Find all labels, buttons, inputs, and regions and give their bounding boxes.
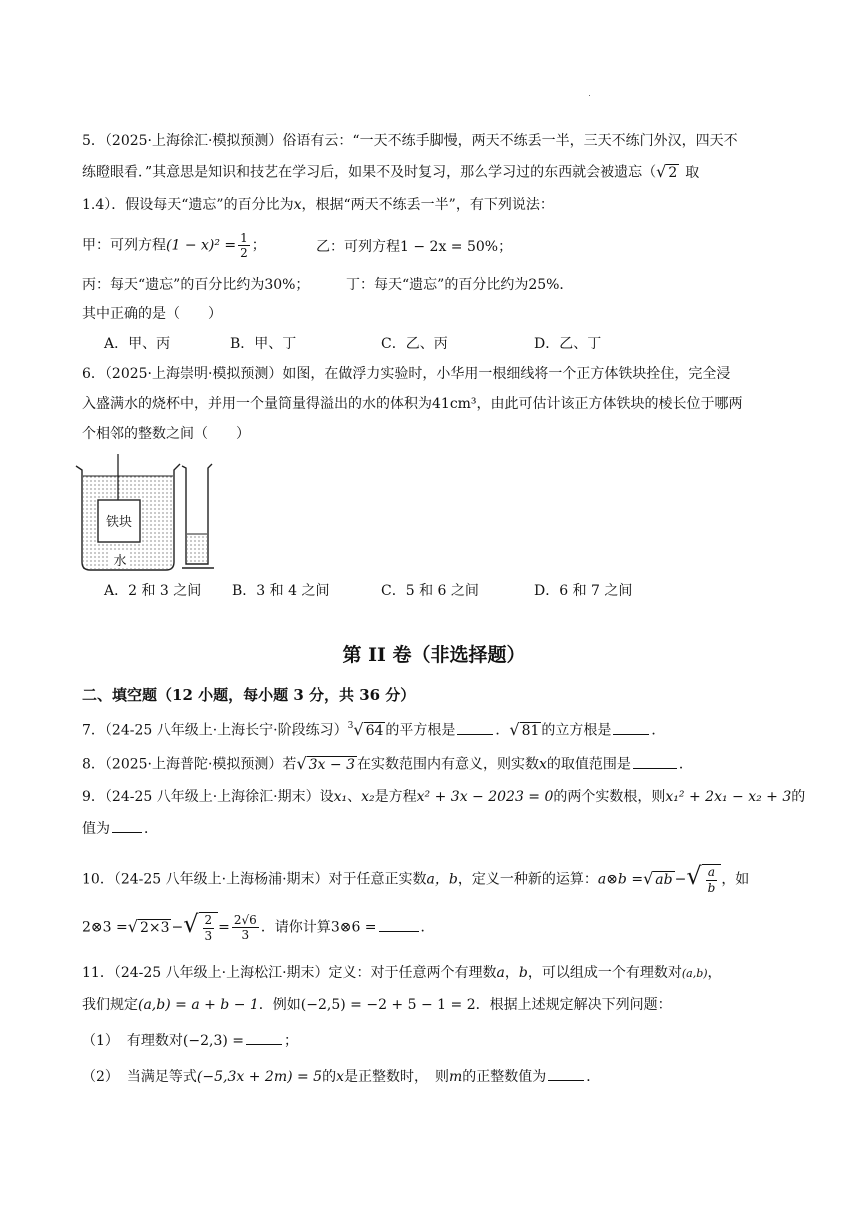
beaker-figure [74, 452, 224, 574]
q5-statement-jia: 甲：可列方程(1 − x)² = $\frac{1}{2}$ ； [82, 231, 266, 260]
q5-question: 其中正确的是（ ） [82, 306, 222, 322]
sqrt-2x3: √ 2×3 [127, 916, 170, 936]
q6-option-c[interactable]: C．5 和 6 之间 [381, 583, 479, 599]
q6-line2: 入盛满水的烧杯中，并用一个量筒量得溢出的水的体积为41cm³，由此可估计该正方体铁块的棱长位于哪两 [82, 396, 743, 412]
q5-option-d[interactable]: D．乙、丁 [534, 336, 602, 352]
fraction-half: $\frac{1}{2}$ [240, 231, 248, 260]
iron-block-label: 铁块 [105, 515, 133, 530]
q5-line1: 5．（2025·上海徐汇·模拟预测）俗语有云：“一天不练手脚慢，两天不练丢一半，三天不练门外汉，四天不 [82, 133, 738, 149]
q7-blank-2[interactable] [613, 734, 649, 735]
q11-sub2-blank[interactable] [548, 1080, 584, 1081]
sqrt-2: √ 2 [656, 162, 678, 181]
q5-option-c[interactable]: C．乙、丙 [381, 336, 448, 352]
q5-statement-yi: 乙：可列方程1 − 2x = 50%； [316, 239, 513, 255]
q10-line1: 10．（24-25 八年级上·上海杨浦·期末）对于任意正实数a，b，定义一种新的运算：a⊗b = √ ab − √ $\frac{a}{b}$ ，如 [82, 862, 750, 896]
sqrt-ab: √ ab [643, 868, 673, 888]
q8-blank[interactable] [633, 768, 677, 769]
q6-option-d[interactable]: D．6 和 7 之间 [534, 583, 633, 599]
q5-statement-bing: 丙：每天“遗忘”的百分比约为30%； [82, 277, 310, 293]
q9-blank[interactable] [112, 832, 142, 833]
q5-statement-ding: 丁：每天“遗忘”的百分比约为25%． [346, 277, 574, 293]
q11-sub1-blank[interactable] [246, 1044, 282, 1045]
q10-blank[interactable] [379, 931, 419, 932]
sqrt-2-over-3: √ $\frac{2}{3}$ [183, 912, 218, 943]
q6-option-b[interactable]: B．3 和 4 之间 [232, 583, 330, 599]
iron-block [98, 500, 140, 542]
q6-line3: 个相邻的整数之间（ ） [82, 426, 250, 442]
q9-line1: 9．（24-25 八年级上·上海徐汇·期末）设x₁、x₂是方程x² + 3x − 2023 = 0的两个实数根，则x₁² + 2x₁ − x₂ + 3的 [82, 789, 806, 805]
q9-line2: 值为 ． [82, 821, 158, 837]
q7-blank-1[interactable] [457, 734, 493, 735]
q5-option-a[interactable]: A．甲、丙 [104, 336, 171, 352]
graduated-cylinder [182, 464, 214, 568]
scan-dot [589, 95, 590, 96]
water-label: 水 [113, 554, 127, 569]
q11-line2: 我们规定(a,b) = a + b − 1．例如(−2,5) = −2 + 5 − 1 = 2．根据上述规定解决下列问题： [82, 997, 672, 1013]
q6-option-a[interactable]: A．2 和 3 之间 [104, 583, 202, 599]
q6-line1: 6．（2025·上海崇明·模拟预测）如图，在做浮力实验时，小华用一根细线将一个正方体铁块拴住，完全浸 [82, 366, 731, 382]
q7: 7．（24-25 八年级上·上海长宁·阶段练习） 3 √ 64 的平方根是 ． √ 81 的立方根是 ． [82, 720, 666, 740]
q5-line2: 练瞪眼看．”其意思是知识和技艺在学习后，如果不及时复习，那么学习过的东西就会被遗忘（ √ 2 取 [82, 162, 700, 181]
cube-root-64: 3 √ 64 [347, 720, 384, 740]
q11-sub2: （2） 当满足等式(−5,3x + 2m) = 5的x是正整数时， 则m的正整数值为 ． [82, 1069, 601, 1085]
q11-sub1: （1） 有理数对(−2,3) = ； [82, 1033, 299, 1049]
sqrt-81: √ 81 [509, 720, 540, 739]
q5-option-b[interactable]: B．甲、丁 [230, 336, 297, 352]
q11-line1: 11．（24-25 八年级上·上海松江·期末）定义：对于任意两个有理数a，b，可以组成一个有理数对(a,b)， [82, 965, 722, 981]
q10-line2: 2⊗3 = √ 2×3 − √ $\frac{2}{3}$ = $\frac{2√6}{3}$ ．请你计算3⊗6 = ． [82, 910, 435, 944]
q8: 8．（2025·上海普陀·模拟预测）若 √ 3x − 3 在实数范围内有意义，则实数x的取值范围是 ． [82, 754, 693, 773]
q5-line3: 1.4）．假设每天“遗忘”的百分比为x，根据“两天不练丢一半”，有下列说法： [82, 197, 554, 213]
part2-title: 二、填空题（12 小题，每小题 3 分，共 36 分） [82, 686, 416, 704]
sqrt-3x-3: √ 3x − 3 [296, 754, 355, 773]
sqrt-a-over-b: √ $\frac{a}{b}$ [686, 864, 721, 895]
volume2-title: 第 II 卷（非选择题） [342, 644, 526, 666]
